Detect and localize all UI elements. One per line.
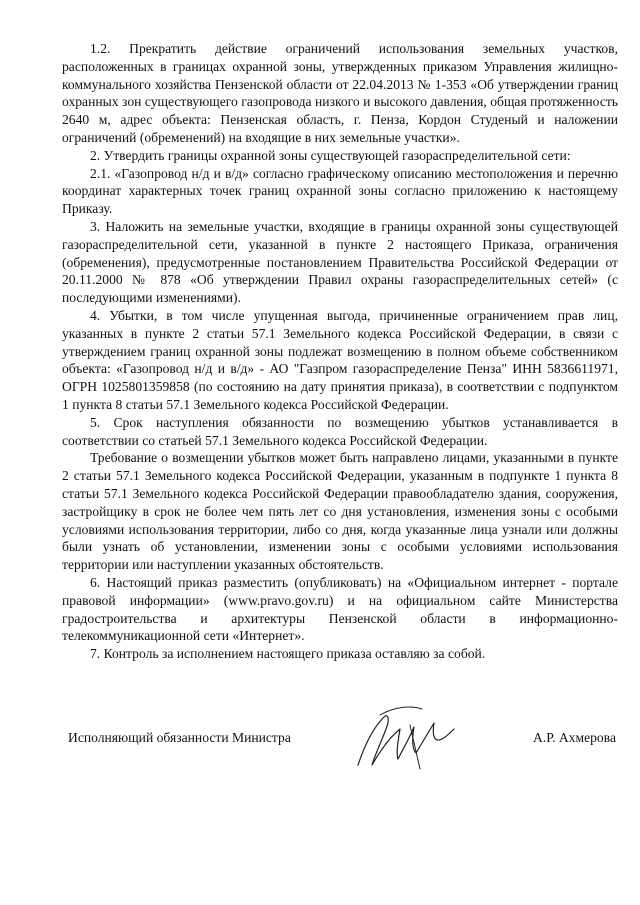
paragraph-4: 4. Убытки, в том числе упущенная выгода, причиненные ограничением прав лиц, указанных в пункте 2 статьи 57.1 Земельного кодекса Российской Федерации, в связи с утверждением границ охранной зоны подлежат возмещению в полном объеме собственником объекта: «Газопровод н/д и в/д» - АО "Газпром газораспределение Пенза" ИНН 5836611971, ОГРН 1025801359858 (по состоянию на дату принятия приказа), в соответствии с подпунктом 1 пункта 8 статьи 57.1 Земельного кодекса Российской Федерации. [62, 307, 618, 412]
paragraph-7: 7. Контроль за исполнением настоящего приказа оставляю за собой. [90, 646, 486, 662]
paragraph-3: 3. Наложить на земельные участки, входящие в границы охранной зоны существующей газораспределительной сети, указанной в пункте 2 настоящего Приказа, ограничения (обременения), предусмотренные постановлением Правительства Российской Федерации от 20.11.2000 № 878 «Об утверждении Правил охраны газораспределительных сетей» (с последующими изменениями). [62, 218, 618, 306]
order-body [62, 40, 618, 663]
paragraph-5: 5. Срок наступления обязанности по возмещению убытков устанавливается в соответствии со статьей 57.1 Земельного кодекса Российской Федерации. [62, 414, 618, 448]
paragraph-6: 6. Настоящий приказ разместить (опубликовать) на «Официальном интернет - портале правовой информации» (www.pravo.gov.ru) и на официальном сайте Министерства градостроительства и архитектуры Пензенской области в информационно-телекоммуникационной сети «Интернет». [62, 574, 618, 644]
handwritten-signature [350, 699, 460, 779]
paragraph-2-1: 2.1. «Газопровод н/д и в/д» согласно графическому описанию местоположения и перечню координат характерных точек границ охранной зоны согласно приложению к настоящему Приказу. [62, 165, 618, 217]
signer-name: А.Р. Ахмерова [533, 730, 616, 745]
signature-block [0, 729, 640, 759]
signer-position: Исполняющий обязанности Министра [68, 730, 291, 745]
paragraph-1-2: 1.2. Прекратить действие ограничений использования земельных участков, расположенных в границах охранной зоны, утвержденных приказом Управления жилищно-коммунального хозяйства Пензенской области от 22.04.2013 № 1-353 «Об утверждении границ охранных зон существующего газопровода низкого и высокого давления, общая протяженность 2640 м, адрес объекта: Пензенская область, г. Пенза, Кордон Студеный и наложении ограничений (обременений) на входящие в них земельные участки». [62, 41, 618, 145]
paragraph-2: 2. Утвердить границы охранной зоны существующей газораспределительной сети: [90, 147, 571, 163]
paragraph-5-requirement: Требование о возмещении убытков может быть направлено лицами, указанными в пункте 2 статьи 57.1 Земельного кодекса Российской Федерации, указанным в подпункте 1 пункта 8 статьи 57.1 Земельного кодекса Российской Федерации правообладателю здания, сооружения, застройщику в срок не более чем пять лет со дня установления, изменения зоны с особыми условиями использования территории, либо со дня, когда указанные лица узнали или должны были узнать об установлении, изменении зоны с особыми условиями использования территории или наступлении указанных обстоятельств. [62, 450, 618, 573]
